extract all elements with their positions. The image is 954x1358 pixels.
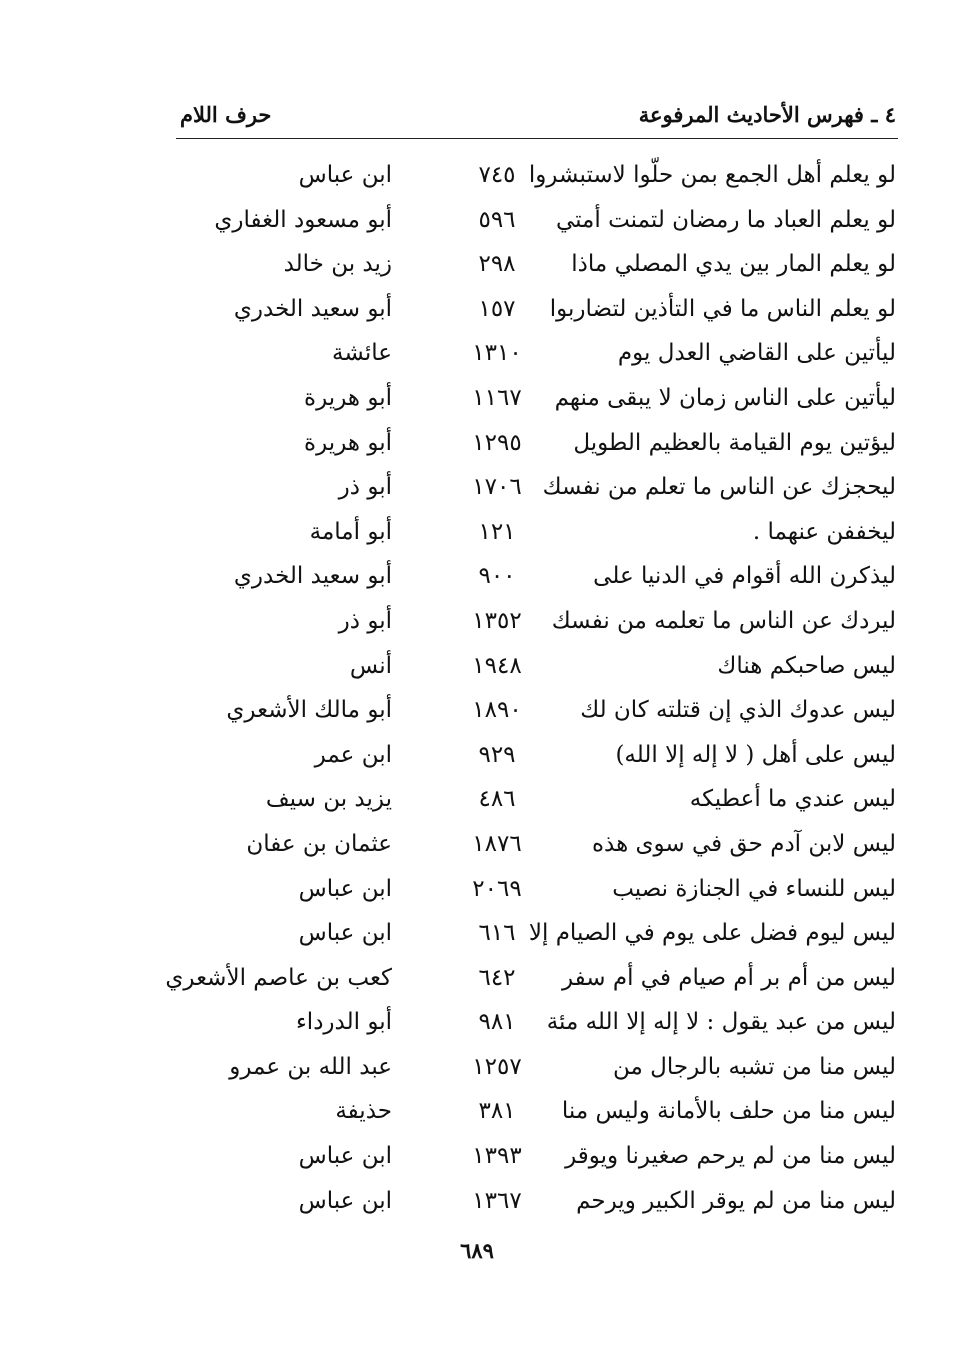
list-item [0,1096,954,1141]
hadith-text: ليس على أهل ( لا إله إلا الله) [615,741,896,768]
running-header-section-title: ٤ ـ فهرس الأحاديث المرفوعة [638,102,896,127]
narrator-name: يزيد بن سيف [265,786,392,813]
hadith-number: ١٣٩٣ [472,1143,522,1170]
hadith-number: ٩٠٠ [478,563,516,590]
narrator-name: أنس [349,652,392,679]
hadith-number: ١٣٦٧ [472,1187,522,1214]
narrator-name: أبو الدرداء [295,1009,392,1036]
list-item [0,1186,954,1231]
narrator-name: ابن عمر [314,741,392,768]
narrator-name: ابن عباس [298,920,392,947]
hadith-text: لو يعلم الناس ما في التأذين لتضاربوا [549,295,896,322]
hadith-text: ليس صاحبكم هناك [717,652,896,679]
narrator-name: أبو سعيد الخدري [233,563,392,590]
hadith-number: ٤٨٦ [478,786,516,813]
hadith-number: ١٢٩٥ [472,429,522,456]
narrator-name: عثمان بن عفان [246,830,392,857]
narrator-name: ابن عباس [298,875,392,902]
list-item [0,160,954,205]
page-number: ٦٨٩ [460,1238,494,1263]
hadith-text: ليس من عبد يقول : لا إله إلا الله مئة [546,1009,896,1036]
list-item [0,472,954,517]
hadith-text: ليس عندي ما أعطيكه [689,786,896,813]
list-item [0,205,954,250]
hadith-number: ٩٢٩ [478,741,516,768]
list-item [0,1007,954,1052]
hadith-text: ليحجزك عن الناس ما تعلم من نفسك [542,474,896,501]
list-item [0,249,954,294]
hadith-text: ليس منا من لم يوقر الكبير ويرحم [576,1187,896,1214]
narrator-name: أبو ذر [338,474,392,501]
hadith-number: ١٨٩٠ [472,697,522,724]
list-item [0,740,954,785]
list-item [0,606,954,651]
hadith-text: ليأتين على القاضي العدل يوم [617,340,896,367]
hadith-number: ٩٨١ [478,1009,516,1036]
hadith-text: ليذكرن الله أقوام في الدنيا على [593,563,896,590]
narrator-name: عبد الله بن عمرو [229,1053,392,1080]
hadith-number: ١١٦٧ [472,384,522,411]
list-item [0,695,954,740]
hadith-number: ٧٤٥ [478,162,516,188]
hadith-number: ١٥٧ [478,295,516,322]
hadith-number: ١٧٠٦ [472,474,522,501]
hadith-text: ليس للنساء في الجنازة نصيب [612,875,896,902]
narrator-name: أبو مسعود الغفاري [214,206,392,233]
hadith-text: ليس منا من حلف بالأمانة وليس منا [561,1098,896,1125]
list-item [0,963,954,1008]
hadith-number: ١٣٥٢ [472,607,522,634]
list-item [0,561,954,606]
narrator-name: أبو هريرة [304,429,392,456]
list-item [0,829,954,874]
hadith-text: لو يعلم أهل الجمع بمن حلّوا لاستبشروا [528,162,896,188]
narrator-name: ابن عباس [298,1187,392,1214]
narrator-name: أبو مالك الأشعري [226,697,392,724]
hadith-text: ليس عدوك الذي إن قتلته كان لك [580,697,896,724]
header-divider [176,138,898,139]
hadith-number: ١٨٧٦ [472,830,522,857]
list-item [0,517,954,562]
hadith-text: لو يعلم العباد ما رمضان لتمنت أمتي [555,206,896,233]
narrator-name: أبو هريرة [304,384,392,411]
list-item [0,428,954,473]
hadith-number: ٢٠٦٩ [472,875,522,902]
narrator-name: ابن عباس [298,162,392,188]
hadith-number: ١٣١٠ [472,340,522,367]
list-item [0,918,954,963]
hadith-text: ليس ليوم فضل على يوم في الصيام إلا [528,920,896,947]
hadith-text: لو يعلم المار بين يدي المصلي ماذا [571,251,896,278]
hadith-number: ١٢٥٧ [472,1053,522,1080]
hadith-text: ليس من أم بر أم صيام في أم سفر [561,964,896,991]
narrator-name: حذيفة [335,1098,392,1125]
list-item [0,338,954,383]
hadith-text: ليس منا من تشبه بالرجال من [613,1053,896,1080]
running-header-letter-title: حرف اللام [180,102,272,127]
narrator-name: عائشة [332,340,392,367]
list-item [0,874,954,919]
hadith-number: ١٩٤٨ [472,652,522,679]
hadith-index-list [0,160,954,1230]
hadith-text: ليس منا من لم يرحم صغيرنا ويوقر [565,1143,896,1170]
list-item [0,383,954,428]
hadith-number: ٦١٦ [478,920,516,947]
hadith-number: ٢٩٨ [478,251,516,278]
narrator-name: زيد بن خالد [283,251,392,278]
narrator-name: أبو ذر [338,607,392,634]
list-item [0,651,954,696]
hadith-number: ٥٩٦ [478,206,516,233]
list-item [0,294,954,339]
list-item [0,784,954,829]
list-item [0,1141,954,1186]
narrator-name: أبو أمامة [309,518,392,545]
narrator-name: كعب بن عاصم الأشعري [165,964,392,991]
hadith-text: ليخففن عنهما . [752,518,896,545]
hadith-number: ١٢١ [478,518,516,545]
hadith-text: ليأتين على الناس زمان لا يبقى منهم [554,384,896,411]
hadith-text: ليؤتين يوم القيامة بالعظيم الطويل [573,429,896,456]
narrator-name: ابن عباس [298,1143,392,1170]
narrator-name: أبو سعيد الخدري [233,295,392,322]
list-item [0,1052,954,1097]
hadith-text: ليردك عن الناس ما تعلمه من نفسك [551,607,896,634]
hadith-text: ليس لابن آدم حق في سوى هذه [591,830,896,857]
hadith-number: ٣٨١ [478,1098,516,1125]
hadith-number: ٦٤٢ [478,964,516,991]
